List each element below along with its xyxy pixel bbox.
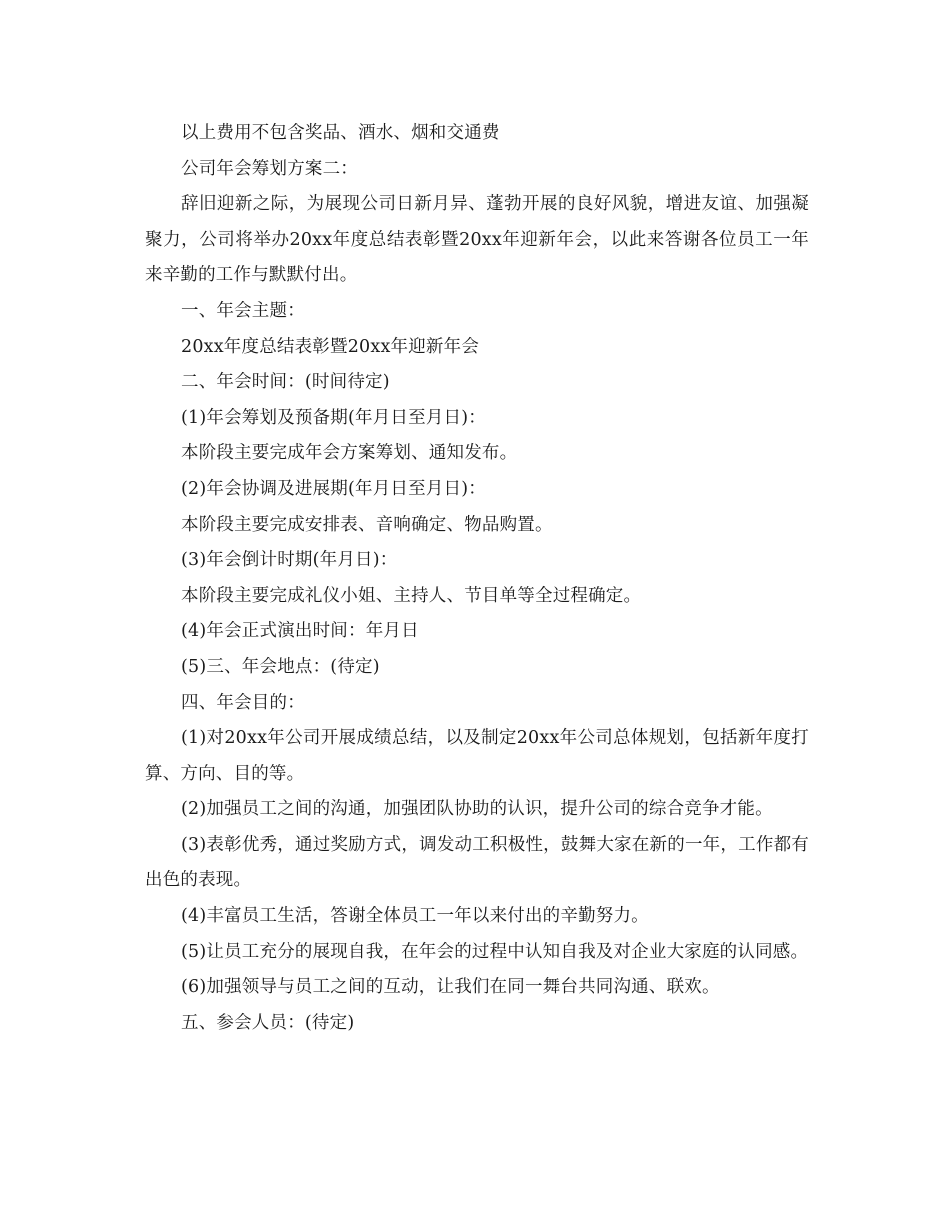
list-item-phase-4: (4)年会正式演出时间：年月日 xyxy=(181,621,419,642)
document-body xyxy=(145,116,809,1041)
list-item-phase-3: (3)年会倒计时期(年月日)： xyxy=(181,550,398,571)
paragraph-fee-note: 以上费用不包含奖品、酒水、烟和交通费 xyxy=(181,123,500,143)
paragraph-plan-two-heading: 公司年会筹划方案二： xyxy=(181,158,358,179)
list-item-phase-1: (1)年会筹划及预备期(年月日至月日)： xyxy=(181,407,486,428)
paragraph-phase-3-desc: 本阶段主要完成礼仪小姐、主持人、节目单等全过程确定。 xyxy=(181,585,642,606)
section-theme-heading: 一、年会主题： xyxy=(181,300,305,321)
list-item-purpose-3: (3)表彰优秀，通过奖励方式，调发动工积极性，鼓舞大家在新的一年，工作都有出色的表现。 xyxy=(145,834,809,891)
section-time-heading: 二、年会时间：(时间待定) xyxy=(181,372,390,393)
paragraph-intro: 辞旧迎新之际，为展现公司日新月异、蓬勃开展的良好风貌，增进友谊、加强凝聚力，公司将举办20xx年度总结表彰暨20xx年迎新年会，以此来答谢各位员工一年来辛勤的工作与默默付出。 xyxy=(145,194,809,286)
list-item-venue: (5)三、年会地点：(待定) xyxy=(181,656,380,677)
list-item-purpose-5: (5)让员工充分的展现自我，在年会的过程中认知自我及对企业大家庭的认同感。 xyxy=(181,941,809,962)
list-item-phase-2: (2)年会协调及进展期(年月日至月日)： xyxy=(181,478,486,499)
paragraph-theme: 20xx年度总结表彰暨20xx年迎新年会 xyxy=(181,336,480,357)
paragraph-phase-1-desc: 本阶段主要完成年会方案筹划、通知发布。 xyxy=(181,443,518,464)
section-purpose-heading: 四、年会目的： xyxy=(181,692,305,713)
section-attendees-heading: 五、参会人员：(待定) xyxy=(181,1012,355,1033)
list-item-purpose-1: (1)对20xx年公司开展成绩总结，以及制定20xx年公司总体规划，包括新年度打算、方向、目的等。 xyxy=(145,728,809,784)
list-item-purpose-4: (4)丰富员工生活，答谢全体员工一年以来付出的辛勤努力。 xyxy=(181,906,649,927)
paragraph-phase-2-desc: 本阶段主要完成安排表、音响确定、物品购置。 xyxy=(181,514,553,535)
list-item-purpose-2: (2)加强员工之间的沟通，加强团队协助的认识，提升公司的综合竞争才能。 xyxy=(181,799,773,820)
list-item-purpose-6: (6)加强领导与员工之间的互动，让我们在同一舞台共同沟通、联欢。 xyxy=(181,977,720,998)
